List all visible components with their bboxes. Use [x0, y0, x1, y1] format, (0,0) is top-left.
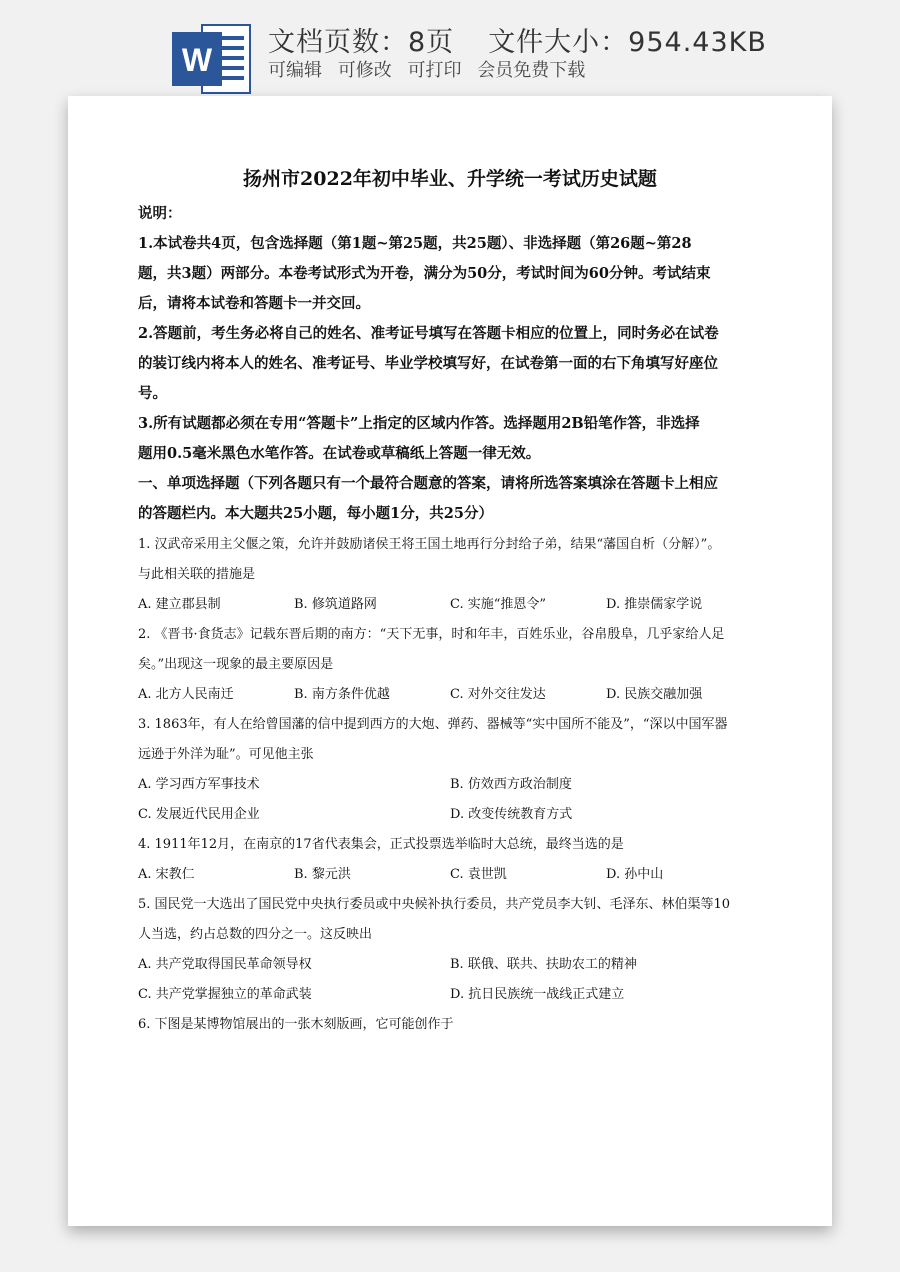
instructions-heading: 说明： — [138, 205, 182, 222]
instruction-line: 号。 — [138, 385, 167, 402]
question-1-stem: 与此相关联的措施是 — [138, 567, 256, 582]
document-title: 扬州市2022年初中毕业、升学统一考试历史试题 — [243, 168, 657, 190]
question-1-option-d: D. 推崇儒家学说 — [606, 597, 703, 612]
question-4-option-a: A. 宋教仁 — [138, 867, 195, 882]
question-1-option-c: C. 实施“推恩令” — [450, 597, 547, 612]
question-3-option-a: A. 学习西方军事技术 — [138, 777, 260, 792]
feature-editable: 可编辑 — [268, 60, 322, 81]
question-3-option-c: C. 发展近代民用企业 — [138, 807, 260, 822]
feature-member-download: 会员免费下载 — [477, 60, 586, 81]
document-page — [68, 96, 832, 1226]
word-document-icon — [170, 22, 252, 96]
section-heading: 一、单项选择题（下列各题只有一个最符合题意的答案，请将所选答案填涂在答题卡上相应 — [138, 475, 718, 492]
file-size: 文件大小：954.43KB — [488, 27, 767, 58]
feature-list — [268, 56, 595, 82]
svg-text:W: W — [181, 42, 213, 78]
question-4-option-b: B. 黎元洪 — [294, 867, 351, 882]
question-5-stem: 人当选，约占总数的四分之一。这反映出 — [138, 927, 373, 942]
file-info — [268, 20, 767, 59]
feature-printable: 可打印 — [407, 60, 462, 81]
question-4-option-c: C. 袁世凯 — [450, 867, 507, 882]
question-3-stem: 3. 1863年，有人在给曾国藩的信中提到西方的大炮、弹药、器械等“实中国所不能及”，“深以中国军器 — [138, 717, 728, 732]
question-6-stem: 6. 下图是某博物馆展出的一张木刻版画，它可能创作于 — [138, 1017, 454, 1032]
question-2-option-a: A. 北方人民南迁 — [138, 687, 234, 702]
page-count: 文档页数：8页 — [268, 27, 455, 58]
feature-modifiable: 可修改 — [337, 60, 392, 81]
question-5-option-b: B. 联俄、联共、扶助农工的精神 — [450, 957, 637, 972]
question-1-option-b: B. 修筑道路网 — [294, 597, 377, 612]
instruction-line: 题，共3题）两部分。本卷考试形式为开卷，满分为50分，考试时间为60分钟。考试结束 — [138, 265, 711, 282]
instruction-line: 后，请将本试卷和答题卡一并交回。 — [138, 295, 370, 312]
question-2-option-d: D. 民族交融加强 — [606, 687, 703, 702]
question-2-option-b: B. 南方条件优越 — [294, 687, 390, 702]
instruction-line: 3.所有试题都必须在专用“答题卡”上指定的区域内作答。选择题用2B铅笔作答，非选择 — [138, 415, 700, 432]
question-1-option-a: A. 建立郡县制 — [138, 597, 221, 612]
download-banner — [0, 0, 900, 100]
question-4-option-d: D. 孙中山 — [606, 867, 664, 882]
instruction-line: 1.本试卷共4页，包含选择题（第1题~第25题，共25题）、非选择题（第26题~第28 — [138, 235, 692, 252]
question-3-stem: 远逊于外洋为耻”。可见他主张 — [138, 747, 314, 762]
question-5-option-a: A. 共产党取得国民革命领导权 — [138, 957, 312, 972]
instruction-line: 2.答题前，考生务必将自己的姓名、准考证号填写在答题卡相应的位置上，同时务必在试卷 — [138, 325, 719, 342]
question-5-stem: 5. 国民党一大选出了国民党中央执行委员或中央候补执行委员，共产党员李大钊、毛泽东、林伯渠等10 — [138, 897, 731, 912]
question-2-option-c: C. 对外交往发达 — [450, 687, 546, 702]
question-2-stem: 2. 《晋书·食货志》记载东晋后期的南方：“天下无事，时和年丰，百姓乐业，谷帛殷阜，几乎家给人足 — [138, 627, 725, 642]
instruction-line: 的装订线内将本人的姓名、准考证号、毕业学校填写好，在试卷第一面的右下角填写好座位 — [138, 355, 718, 372]
question-4-stem: 4. 1911年12月，在南京的17省代表集会，正式投票选举临时大总统，最终当选的是 — [138, 837, 624, 852]
question-5-option-c: C. 共产党掌握独立的革命武装 — [138, 987, 312, 1002]
question-3-option-d: D. 改变传统教育方式 — [450, 807, 573, 822]
question-2-stem: 矣。”出现这一现象的最主要原因是 — [138, 657, 334, 672]
question-3-option-b: B. 仿效西方政治制度 — [450, 777, 572, 792]
question-1-stem: 1. 汉武帝采用主父偃之策，允许并鼓励诸侯王将王国土地再行分封给子弟，结果“藩国自析（分解）”。 — [138, 537, 721, 552]
section-heading: 的答题栏内。本大题共25小题，每小题1分，共25分） — [138, 505, 493, 522]
instruction-line: 题用0.5毫米黑色水笔作答。在试卷或草稿纸上答题一律无效。 — [138, 445, 541, 462]
question-5-option-d: D. 抗日民族统一战线正式建立 — [450, 987, 625, 1002]
